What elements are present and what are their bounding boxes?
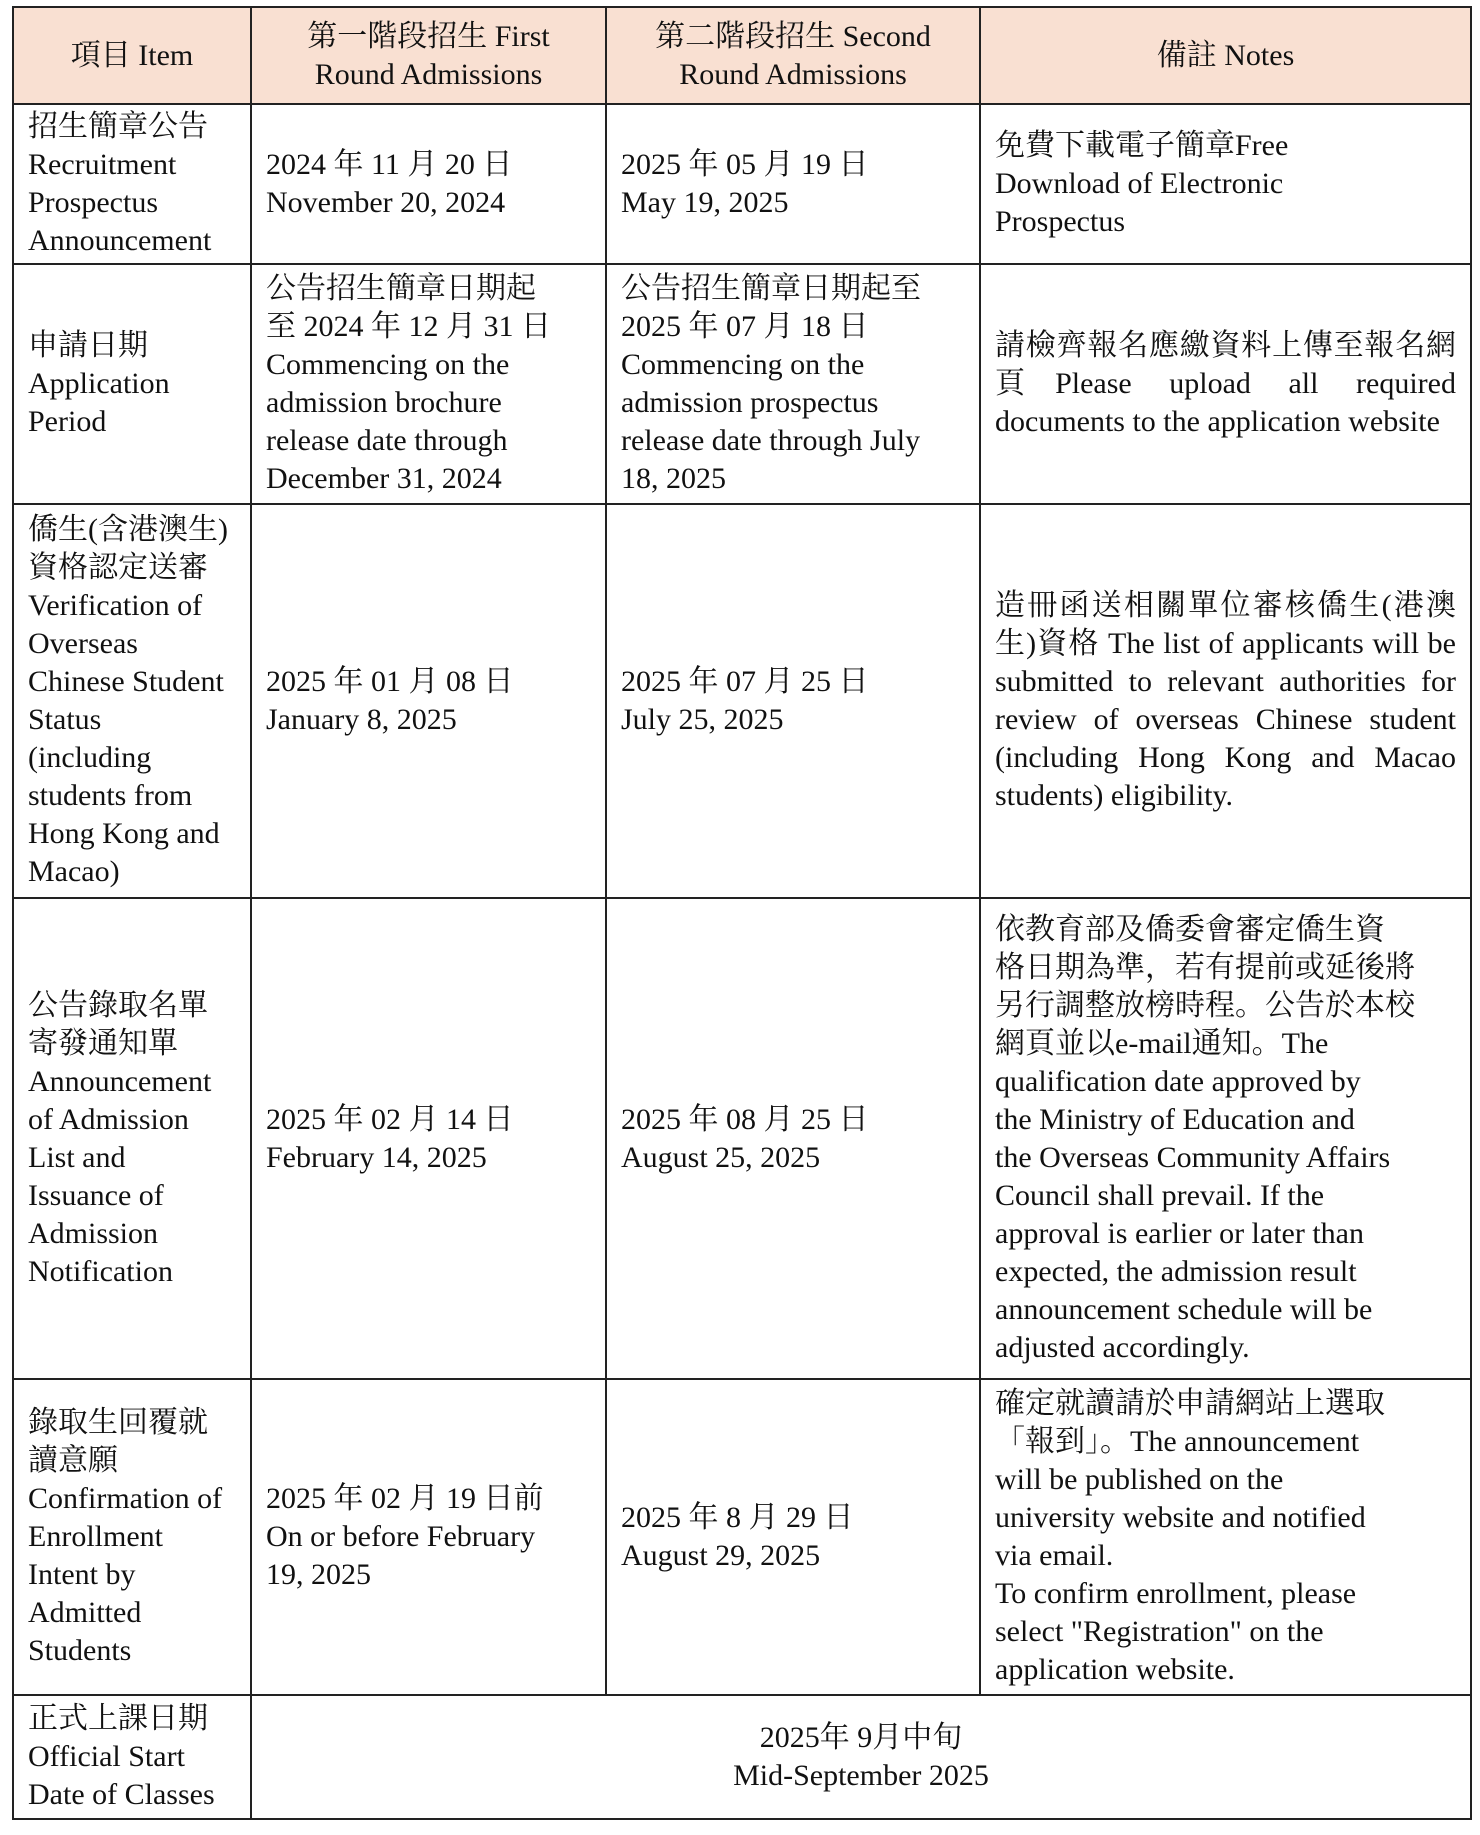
cell-second-round: 公告招生簡章日期起至 2025 年 07 月 18 日 Commencing on the admission prospectus release date through July 18, 2025 <box>606 264 980 504</box>
table-header-row <box>13 7 1471 104</box>
cell-notes: 請檢齊報名應繳資料上傳至報名網頁Please upload all required documents to the application website <box>980 264 1471 504</box>
cell-second-round: 2025 年 8 月 29 日 August 29, 2025 <box>606 1379 980 1695</box>
header-item: 項目 Item <box>13 7 251 104</box>
cell-first-round: 2025 年 02 月 14 日 February 14, 2025 <box>251 898 606 1379</box>
table-row <box>13 104 1471 264</box>
cell-first-round: 公告招生簡章日期起 至 2024 年 12 月 31 日 Commencing on the admission brochure release date through December 31, 2024 <box>251 264 606 504</box>
admission-schedule-table <box>12 6 1472 1820</box>
table-row <box>13 1379 1471 1695</box>
cell-second-round: 2025 年 05 月 19 日 May 19, 2025 <box>606 104 980 264</box>
table-row <box>13 1695 1471 1819</box>
header-first-round: 第一階段招生 First Round Admissions <box>251 7 606 104</box>
cell-merged-start-date: 2025年 9月中旬 Mid-September 2025 <box>251 1695 1471 1819</box>
cell-first-round: 2024 年 11 月 20 日 November 20, 2024 <box>251 104 606 264</box>
table-row <box>13 504 1471 898</box>
cell-second-round: 2025 年 07 月 25 日 July 25, 2025 <box>606 504 980 898</box>
cell-first-round: 2025 年 02 月 19 日前 On or before February 19, 2025 <box>251 1379 606 1695</box>
cell-notes: 造冊函送相關單位審核僑生(港澳生)資格 The list of applicants will be submitted to relevant authorities for review of overseas Chinese student (including Hong Kong and Macao students) eligibility. <box>980 504 1471 898</box>
cell-first-round: 2025 年 01 月 08 日 January 8, 2025 <box>251 504 606 898</box>
cell-notes: 依教育部及僑委會審定僑生資 格日期為準，若有提前或延後將 另行調整放榜時程。公告於本校 網頁並以e-mail通知。The qualification date approved by the Ministry of Education and the Overseas Community Affairs Council shall prevail. If the approval is earlier or later than expected, the admission result announcement schedule will be adjusted accordingly. <box>980 898 1471 1379</box>
table-row <box>13 898 1471 1379</box>
cell-item: 公告錄取名單 寄發通知單 Announcement of Admission List and Issuance of Admission Notification <box>13 898 251 1379</box>
cell-second-round: 2025 年 08 月 25 日 August 25, 2025 <box>606 898 980 1379</box>
cell-item: 錄取生回覆就 讀意願 Confirmation of Enrollment Intent by Admitted Students <box>13 1379 251 1695</box>
cell-item: 申請日期 Application Period <box>13 264 251 504</box>
cell-notes: 確定就讀請於申請網站上選取 「報到」。The announcement will be published on the university website and notified via email. To confirm enrollment, please select "Registration" on the application website. <box>980 1379 1471 1695</box>
cell-notes: 免費下載電子簡章Free Download of Electronic Prospectus <box>980 104 1471 264</box>
table-row <box>13 264 1471 504</box>
cell-item: 正式上課日期 Official Start Date of Classes <box>13 1695 251 1819</box>
cell-item: 招生簡章公告 Recruitment Prospectus Announcement <box>13 104 251 264</box>
header-second-round: 第二階段招生 Second Round Admissions <box>606 7 980 104</box>
admission-schedule-page <box>12 6 1470 1820</box>
header-notes: 備註 Notes <box>980 7 1471 104</box>
cell-item: 僑生(含港澳生) 資格認定送審 Verification of Overseas Chinese Student Status (including students from Hong Kong and Macao) <box>13 504 251 898</box>
